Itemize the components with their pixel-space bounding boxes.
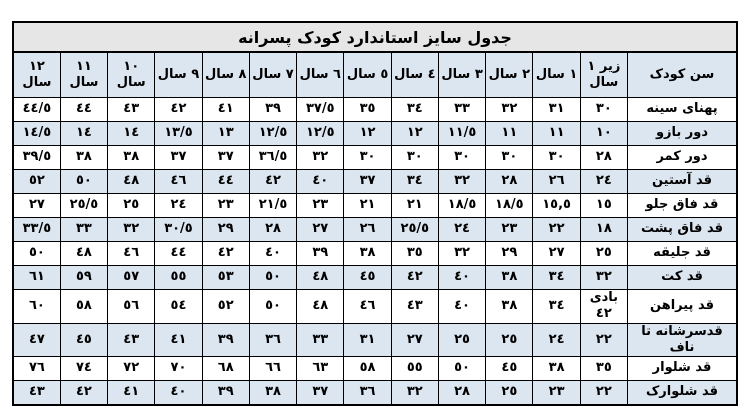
size-value-cell: ٣٥ <box>580 357 627 381</box>
size-value-cell: ١٠ <box>580 122 627 146</box>
row-label: قد آستین <box>628 170 738 194</box>
size-value-cell: ١١/٥ <box>438 122 485 146</box>
size-value-cell: ٤٤ <box>155 242 202 266</box>
size-value-cell: ٣٠ <box>438 146 485 170</box>
size-value-cell: ٣٧ <box>155 146 202 170</box>
size-value-cell: ٤٥ <box>344 266 391 290</box>
size-value-cell: ٤٢ <box>60 381 107 406</box>
size-value-cell: ٤٠ <box>438 290 485 324</box>
size-value-cell: ٢٣ <box>486 218 533 242</box>
size-value-cell: ٢٥ <box>486 381 533 406</box>
table-body <box>13 98 737 406</box>
age-column-header: ٥ سال <box>344 52 391 98</box>
row-label: قد شلوار <box>628 357 738 381</box>
size-value-cell: ٢٣ <box>297 194 344 218</box>
size-value-cell: ٣٨ <box>249 381 296 406</box>
size-value-cell: ٢٩ <box>202 218 249 242</box>
size-value-cell: ٥٣ <box>202 266 249 290</box>
size-value-cell: ٦٣ <box>297 357 344 381</box>
size-value-cell: ٢١ <box>344 194 391 218</box>
size-value-cell: ٣٨ <box>533 357 580 381</box>
size-value-cell: ٣٨ <box>486 266 533 290</box>
size-value-cell: ٣٤ <box>391 98 438 122</box>
size-value-cell: ١٤/٥ <box>13 122 60 146</box>
size-value-cell: ٢٣ <box>533 381 580 406</box>
size-value-cell: ٣٧ <box>297 381 344 406</box>
table-header <box>13 52 737 98</box>
age-column-header: ١٢ سال <box>13 52 60 98</box>
size-value-cell: ٤٣ <box>108 323 155 357</box>
size-value-cell: ٣٢ <box>438 242 485 266</box>
size-value-cell: ٣٨ <box>60 146 107 170</box>
size-value-cell: ٥٠ <box>13 242 60 266</box>
size-value-cell: ٢٥/٥ <box>60 194 107 218</box>
size-value-cell: ٢٣ <box>202 194 249 218</box>
size-value-cell: ٣٩ <box>202 323 249 357</box>
table-row <box>13 122 737 146</box>
size-value-cell: ٤٧ <box>13 323 60 357</box>
row-label: دور بازو <box>628 122 738 146</box>
size-value-cell: ٣٠ <box>486 146 533 170</box>
size-value-cell: ٣٧/٥ <box>297 98 344 122</box>
size-value-cell: ٣٨ <box>486 290 533 324</box>
age-column-header: ٦ سال <box>297 52 344 98</box>
size-value-cell: ١٥,٥ <box>533 194 580 218</box>
age-column-header: ١١ سال <box>60 52 107 98</box>
size-value-cell: ٤٣ <box>391 290 438 324</box>
size-value-cell: ٤٢ <box>155 98 202 122</box>
size-value-cell: ٢٧ <box>391 323 438 357</box>
size-value-cell: ٥٥ <box>155 266 202 290</box>
row-label: قد کت <box>628 266 738 290</box>
size-value-cell: ١١ <box>533 122 580 146</box>
size-value-cell: ٣٧ <box>202 146 249 170</box>
row-label: قدسرشانه تا ناف <box>628 323 738 357</box>
age-column-header: ٩ سال <box>155 52 202 98</box>
size-value-cell: ٢٨ <box>486 170 533 194</box>
size-value-cell: ٢٥ <box>486 323 533 357</box>
size-value-cell: ١٥ <box>580 194 627 218</box>
age-header-cell: سن کودک <box>628 52 738 98</box>
age-column-header: ٨ سال <box>202 52 249 98</box>
size-chart-document <box>12 21 738 406</box>
size-value-cell: ٢١ <box>391 194 438 218</box>
size-value-cell: ٤١ <box>202 98 249 122</box>
size-value-cell: ٥٩ <box>60 266 107 290</box>
age-column-header: ٣ سال <box>438 52 485 98</box>
size-value-cell: ٥٦ <box>108 290 155 324</box>
table-row <box>13 194 737 218</box>
age-column-header: ١ سال <box>533 52 580 98</box>
row-label: قد پیراهن <box>628 290 738 324</box>
size-value-cell: ٥٠ <box>249 266 296 290</box>
size-value-cell: ٥٤ <box>155 290 202 324</box>
size-value-cell: ٣٥ <box>344 98 391 122</box>
size-value-cell: ٣٢ <box>486 98 533 122</box>
table-row <box>13 357 737 381</box>
size-value-cell: ٣٦ <box>249 323 296 357</box>
size-value-cell: ٢٨ <box>249 218 296 242</box>
size-value-cell: ٤٤ <box>60 98 107 122</box>
size-value-cell: ٢٤ <box>155 194 202 218</box>
size-value-cell: ٧٤ <box>60 357 107 381</box>
table-row <box>13 242 737 266</box>
size-value-cell: ٣٢ <box>580 266 627 290</box>
size-value-cell: ٣٣ <box>297 323 344 357</box>
size-value-cell: ٣٦ <box>344 381 391 406</box>
size-value-cell: ٤٦ <box>344 290 391 324</box>
size-value-cell: ١٢/٥ <box>297 122 344 146</box>
size-value-cell: ٢٤ <box>580 170 627 194</box>
size-value-cell: ١١ <box>486 122 533 146</box>
size-value-cell: ٢٢ <box>580 381 627 406</box>
size-value-cell: ٣١ <box>533 98 580 122</box>
size-value-cell: ١٢ <box>391 122 438 146</box>
size-value-cell: ٥٨ <box>60 290 107 324</box>
size-value-cell: ٢٦ <box>344 218 391 242</box>
size-value-cell: ٢١/٥ <box>249 194 296 218</box>
page-title: جدول سایز استاندارد کودک پسرانه <box>238 27 512 47</box>
size-value-cell: ٣٩ <box>202 381 249 406</box>
age-column-header: ٢ سال <box>486 52 533 98</box>
size-value-cell: ٤٤/٥ <box>13 98 60 122</box>
size-value-cell: ٣٣ <box>438 98 485 122</box>
row-label: قد شلوارک <box>628 381 738 406</box>
size-value-cell: ٢٥ <box>108 194 155 218</box>
table-row <box>13 98 737 122</box>
size-value-cell: ٤٠ <box>155 381 202 406</box>
size-value-cell: ٣٠ <box>580 98 627 122</box>
row-label: قد جلیقه <box>628 242 738 266</box>
size-value-cell: ٥٢ <box>202 290 249 324</box>
size-value-cell: ٣٤ <box>533 290 580 324</box>
size-value-cell: ٣٩/٥ <box>13 146 60 170</box>
size-value-cell: ٣٦/٥ <box>249 146 296 170</box>
size-value-cell: ٣٢ <box>297 146 344 170</box>
size-value-cell: ٣٨ <box>108 146 155 170</box>
size-value-cell: ٤١ <box>108 381 155 406</box>
size-value-cell: ١٢ <box>344 122 391 146</box>
size-value-cell: ١٤ <box>60 122 107 146</box>
size-value-cell: ٤٥ <box>486 357 533 381</box>
size-value-cell: ٤٢ <box>249 170 296 194</box>
size-value-cell: ٣٨ <box>344 242 391 266</box>
size-value-cell: ٣٠ <box>391 146 438 170</box>
size-value-cell: ٥٢ <box>13 170 60 194</box>
size-value-cell: ٤٣ <box>13 381 60 406</box>
table-row <box>13 170 737 194</box>
size-value-cell: ٢٥/٥ <box>391 218 438 242</box>
table-row <box>13 146 737 170</box>
row-label: قد فاق پشت <box>628 218 738 242</box>
size-value-cell: ٥٠ <box>438 357 485 381</box>
row-label: پهنای سینه <box>628 98 738 122</box>
size-value-cell: ٦٦ <box>249 357 296 381</box>
size-value-cell: ٤٠ <box>297 170 344 194</box>
size-value-cell: ١٨/٥ <box>486 194 533 218</box>
size-value-cell: ٢٨ <box>438 381 485 406</box>
size-value-cell: ٤١ <box>155 323 202 357</box>
table-row <box>13 266 737 290</box>
size-value-cell: ٢٨ <box>580 146 627 170</box>
size-value-cell: ٣٥ <box>391 242 438 266</box>
size-value-cell: ٤٥ <box>60 323 107 357</box>
size-value-cell: ١٣ <box>202 122 249 146</box>
size-value-cell: ٢٢ <box>533 218 580 242</box>
size-value-cell: ٤٠ <box>249 242 296 266</box>
age-column-header: ٤ سال <box>391 52 438 98</box>
size-value-cell: ٣٤ <box>391 170 438 194</box>
size-value-cell: ٢٥ <box>580 242 627 266</box>
size-value-cell: ٢٦ <box>533 170 580 194</box>
size-value-cell: ٣٧ <box>344 170 391 194</box>
document-title-bar <box>12 21 738 51</box>
size-value-cell: ٥٠ <box>249 290 296 324</box>
size-value-cell: ١٢/٥ <box>249 122 296 146</box>
size-value-cell: ٣٠ <box>344 146 391 170</box>
size-value-cell: ٤٨ <box>297 266 344 290</box>
row-label: قد فاق جلو <box>628 194 738 218</box>
size-value-cell: ٧٢ <box>108 357 155 381</box>
size-value-cell: ٢٧ <box>533 242 580 266</box>
size-value-cell: ٤٨ <box>108 170 155 194</box>
size-value-cell: ٢٥ <box>438 323 485 357</box>
size-value-cell: ٣١ <box>344 323 391 357</box>
size-value-cell: ٧٦ <box>13 357 60 381</box>
size-value-cell: ٣٢ <box>391 381 438 406</box>
size-value-cell: ٤٢ <box>391 266 438 290</box>
size-value-cell: ٦٨ <box>202 357 249 381</box>
size-value-cell: ٥٧ <box>108 266 155 290</box>
size-value-cell: ٣٢ <box>438 170 485 194</box>
size-value-cell: ٤٠ <box>438 266 485 290</box>
size-value-cell: ٢٤ <box>438 218 485 242</box>
size-value-cell: ٥٠ <box>60 170 107 194</box>
size-value-cell: ٣٤ <box>533 266 580 290</box>
size-value-cell: ٣٠/٥ <box>155 218 202 242</box>
size-value-cell: ٦١ <box>13 266 60 290</box>
size-value-cell: ٥٨ <box>344 357 391 381</box>
size-value-cell: ٥٥ <box>391 357 438 381</box>
size-value-cell: ١٨ <box>580 218 627 242</box>
size-value-cell: ٢٢ <box>580 323 627 357</box>
size-value-cell: ٣٣ <box>60 218 107 242</box>
row-label: دور کمر <box>628 146 738 170</box>
size-value-cell: ٢٤ <box>533 323 580 357</box>
size-value-cell: ١٣/٥ <box>155 122 202 146</box>
size-value-cell: ٢٧ <box>13 194 60 218</box>
size-value-cell: ٢٩ <box>486 242 533 266</box>
size-value-cell: ٣٣/٥ <box>13 218 60 242</box>
size-value-cell: ٤٣ <box>108 98 155 122</box>
size-value-cell: ٤٨ <box>297 290 344 324</box>
table-row <box>13 290 737 324</box>
size-value-cell: ١٨/٥ <box>438 194 485 218</box>
size-value-cell: ١٤ <box>108 122 155 146</box>
table-row <box>13 381 737 406</box>
age-column-header: زیر ١ سال <box>580 52 627 98</box>
table-row <box>13 323 737 357</box>
header-row <box>13 52 737 98</box>
size-value-cell: ٣٩ <box>297 242 344 266</box>
age-column-header: ٧ سال <box>249 52 296 98</box>
size-value-cell: ٣٠ <box>533 146 580 170</box>
size-value-cell: ٤٦ <box>155 170 202 194</box>
size-value-cell: ٧٠ <box>155 357 202 381</box>
size-value-cell: ٤٢ <box>202 242 249 266</box>
size-value-cell: ٤٦ <box>108 242 155 266</box>
size-value-cell: ٢٧ <box>297 218 344 242</box>
size-value-cell: ٦٠ <box>13 290 60 324</box>
size-value-cell: ٤٨ <box>60 242 107 266</box>
size-value-cell: ٣٩ <box>249 98 296 122</box>
size-value-cell: بادی ٤٢ <box>580 290 627 324</box>
size-table <box>12 51 738 406</box>
size-value-cell: ٤٤ <box>202 170 249 194</box>
size-value-cell: ٣٢ <box>108 218 155 242</box>
table-row <box>13 218 737 242</box>
age-column-header: ١٠ سال <box>108 52 155 98</box>
